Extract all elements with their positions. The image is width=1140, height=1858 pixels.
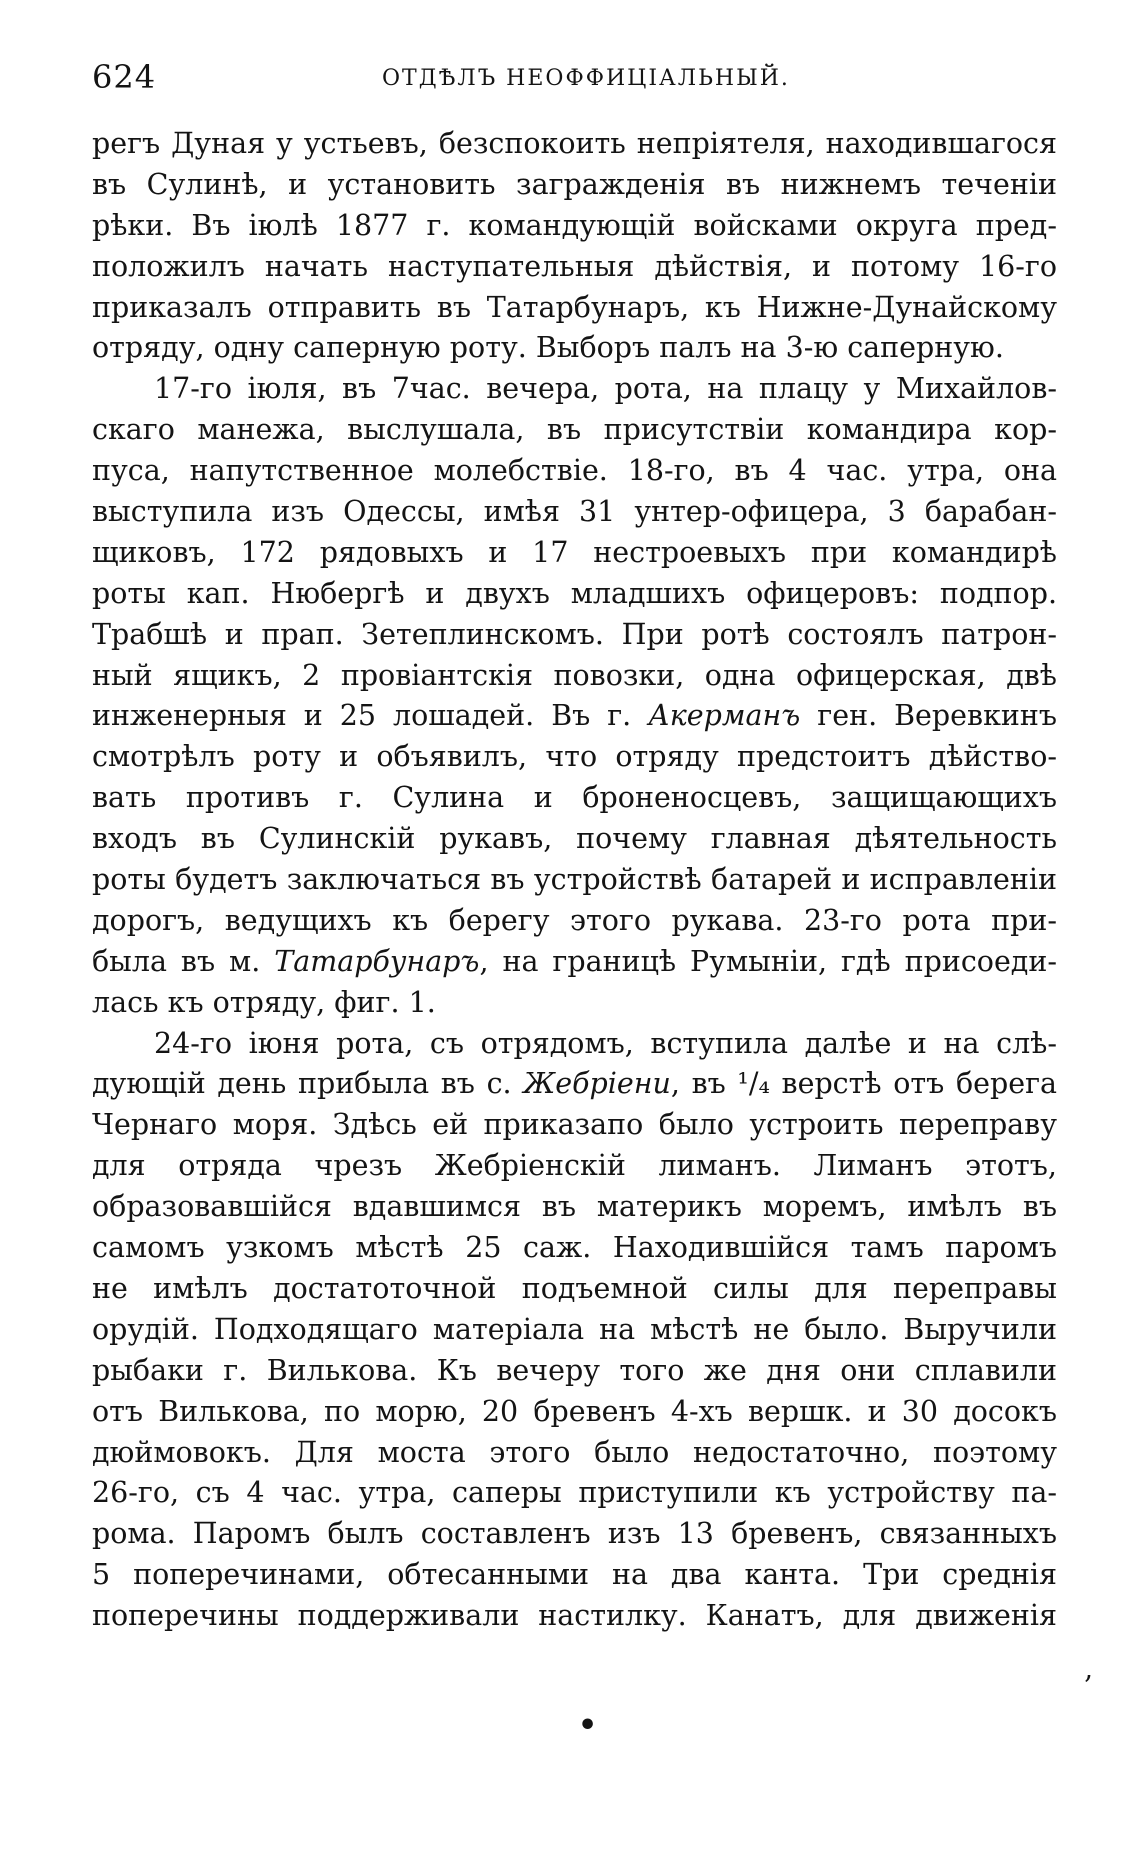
text-line: въ Сулинѣ, и установить загражденія въ нижнемъ теченіи [92, 167, 1057, 201]
text-line: дорогъ, ведущихъ къ берегу этого рукава. 23-го рота при- [92, 903, 1057, 937]
text-line: инженерныя и 25 лошадей. Въ г. Акерманъ ген. Веревкинъ [92, 699, 1058, 733]
text-line: 24-го іюня рота, съ отрядомъ, вступила далѣе и на слѣ- [154, 1026, 1057, 1060]
text-line: регъ Дуная у устьевъ, безспокоить непріятеля, находившагося [92, 127, 1057, 160]
text-line: для отряда чрезъ Жебріенскій лиманъ. Лиманъ этотъ, [92, 1149, 1057, 1183]
text-line: смотрѣлъ роту и объявилъ, что отряду предстоитъ дѣйство- [92, 740, 1057, 774]
margin-comma-mark: ‚ [1084, 1652, 1093, 1685]
text-line: приказалъ отправить въ Татарбунаръ, къ Нижне-Дунайскому [92, 290, 1057, 324]
text-line: рѣки. Въ іюлѣ 1877 г. командующій войсками округа пред- [92, 208, 1057, 242]
text-line: Чернаго моря. Здѣсь ей приказапо было устроить переправу [92, 1108, 1057, 1142]
text-line: Трабшѣ и прап. Зетеплинскомъ. При ротѣ состоялъ патрон- [92, 617, 1057, 651]
text-line: поперечины поддерживали настилку. Канатъ, для движенія [92, 1599, 1057, 1633]
text-line: 17-го іюля, въ 7час. вечера, рота, на плацу у Михайлов- [154, 372, 1057, 406]
bottom-dot-mark: • [578, 1708, 598, 1743]
text-line: лась къ отряду, фиг. 1. [92, 985, 436, 1019]
text-line: орудій. Подходящаго матеріала на мѣстѣ не было. Выручили [92, 1312, 1057, 1346]
place-name-italic: Жебріени [523, 1067, 671, 1101]
text-line: отъ Вилькова, по морю, 20 бревенъ 4-хъ вершк. и 30 досокъ [92, 1394, 1057, 1428]
text-line: рыбаки г. Вилькова. Къ вечеру того же дня они сплавили [92, 1353, 1057, 1387]
text-line: роты кап. Нюбергѣ и двухъ младшихъ офицеровъ: подпор. [92, 576, 1057, 610]
place-name-italic: Татарбунаръ [274, 944, 480, 978]
text-line: отряду, одну саперную роту. Выборъ палъ на 3-ю саперную. [92, 331, 1004, 365]
text-line: выступила изъ Одессы, имѣя 31 унтер-офицера, 3 барабан- [92, 495, 1057, 529]
text-line: рома. Паромъ былъ составленъ изъ 13 бревенъ, связанныхъ [92, 1517, 1057, 1551]
text-line: образовавшійся вдавшимся въ материкъ моремъ, имѣлъ въ [92, 1190, 1057, 1224]
text-line: вать противъ г. Сулина и броненосцевъ, защищающихъ [92, 781, 1057, 815]
text-line: самомъ узкомъ мѣстѣ 25 саж. Находившійся тамъ паромъ [92, 1231, 1057, 1265]
page-header [92, 58, 1057, 98]
text-line: щиковъ, 172 рядовыхъ и 17 нестроевыхъ при командирѣ [92, 535, 1057, 569]
text-line: роты будетъ заключаться въ устройствѣ батарей и исправленіи [92, 863, 1057, 897]
text-line: скаго манежа, выслушала, въ присутствіи командира кор- [92, 413, 1057, 447]
running-title: ОТДѢЛЪ НЕОФФИЦІАЛЬНЫЙ. [382, 66, 790, 91]
page-number: 624 [92, 58, 157, 96]
text-line: пуса, напутственное молебствіе. 18-го, въ 4 час. утра, она [92, 454, 1057, 488]
text-line: положилъ начать наступательныя дѣйствія, и потому 16-го [92, 249, 1057, 283]
text-line: 5 поперечинами, обтесанными на два канта. Три среднія [92, 1558, 1057, 1592]
place-name-italic: Акерманъ [648, 699, 801, 733]
text-line: дующій день прибыла въ с. Жебріени, въ ¹/₄ верстѣ отъ берега [92, 1067, 1058, 1101]
body-text [92, 124, 1057, 1637]
text-line: входъ въ Сулинскій рукавъ, почему главная дѣятельность [92, 822, 1057, 856]
text-line: была въ м. Татарбунаръ, на границѣ Румыніи, гдѣ присоеди- [92, 944, 1057, 978]
text-line: 26-го, съ 4 час. утра, саперы приступили къ устройству па- [92, 1476, 1057, 1510]
text-line: не имѣлъ достатоточной подъемной силы для переправы [92, 1271, 1057, 1305]
text-line: ный ящикъ, 2 провіантскія повозки, одна офицерская, двѣ [92, 658, 1057, 692]
text-line: дюймовокъ. Для моста этого было недостаточно, поэтому [92, 1435, 1057, 1469]
